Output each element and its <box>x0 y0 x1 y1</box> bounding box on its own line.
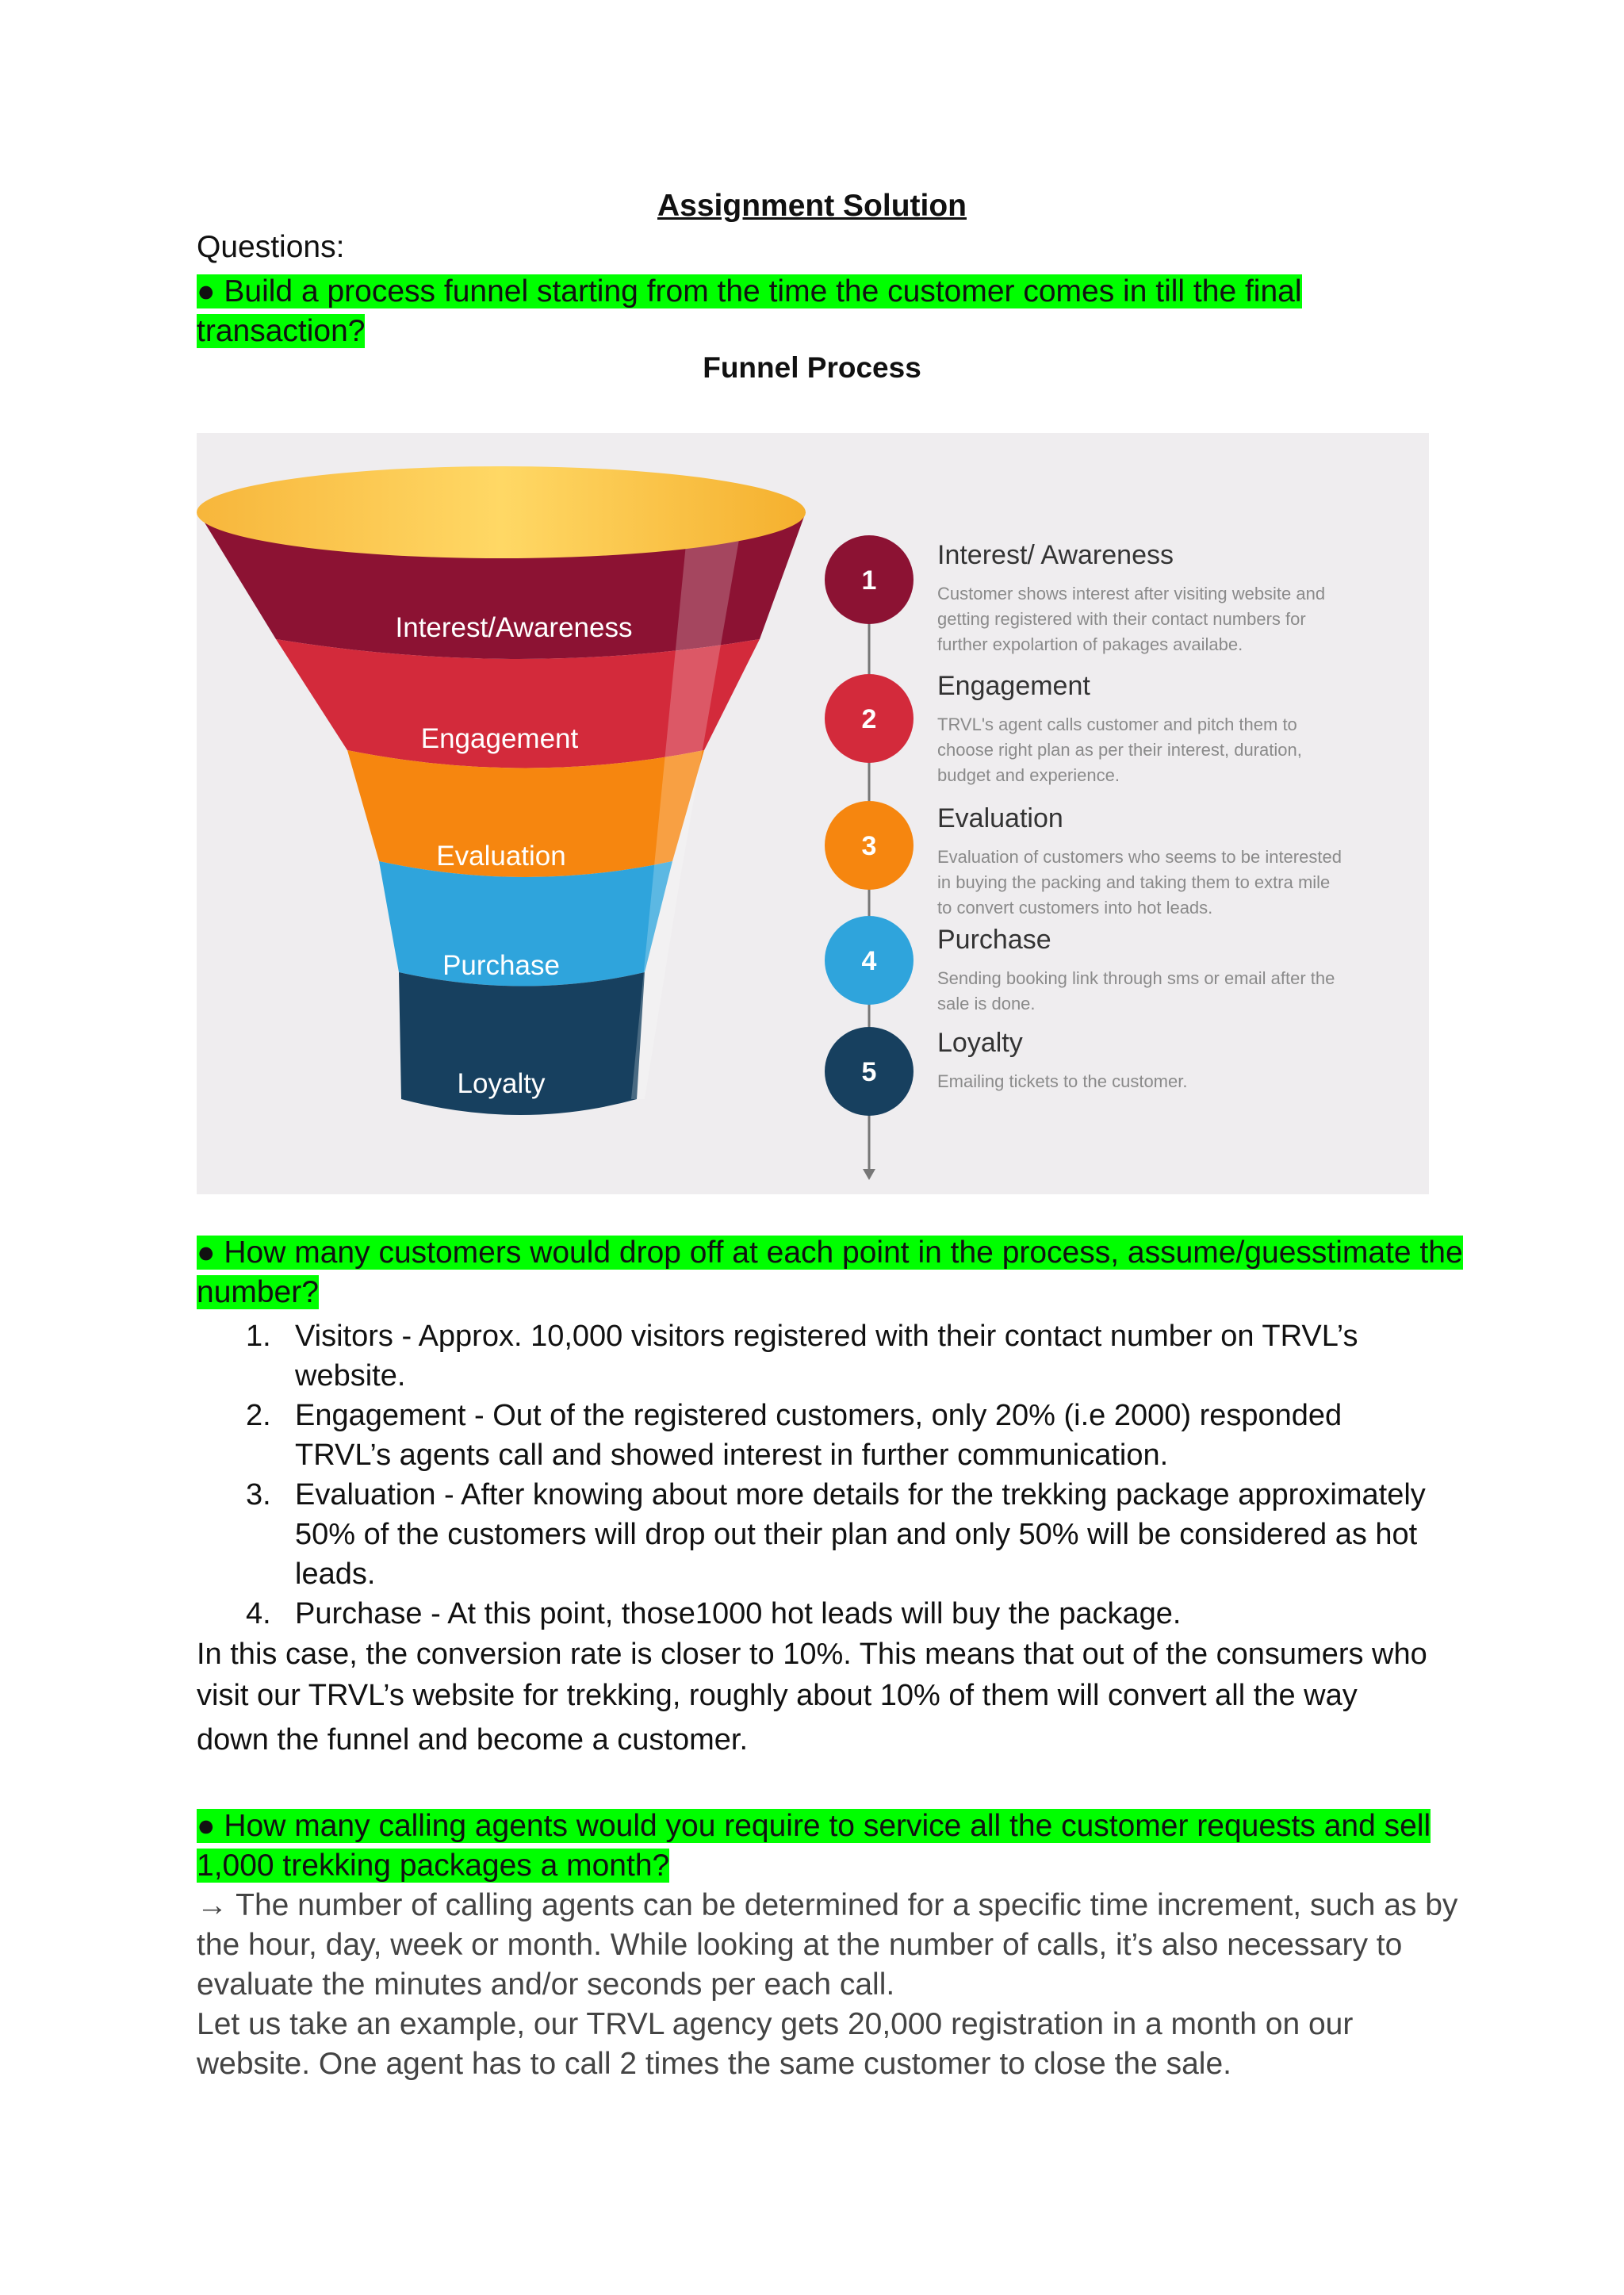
question-1 <box>197 272 1302 351</box>
step-description: getting registered with their contact numbers for <box>937 609 1306 629</box>
funnel-label-evaluation: Evaluation <box>436 841 566 872</box>
funnel-step-2 <box>825 671 1302 785</box>
step-description: choose right plan as per their interest, duration, <box>937 740 1302 760</box>
funnel-step-5 <box>825 1027 1187 1116</box>
question-3-line-2: 1,000 trekking packages a month? <box>197 1849 670 1883</box>
paragraph-line: Let us take an example, our TRVL agency gets 20,000 registration in a month on our <box>197 2007 1354 2041</box>
question-2 <box>197 1233 1463 1312</box>
list-line: leads. <box>295 1557 376 1591</box>
funnel-step-4 <box>825 916 1335 1013</box>
questions-label: Questions: <box>197 230 345 264</box>
list-number: 4. <box>246 1597 271 1630</box>
funnel-label-interest: Interest/Awareness <box>395 612 633 643</box>
document-title: Assignment Solution <box>657 189 967 223</box>
step-number: 3 <box>861 831 877 861</box>
conversion-paragraph <box>197 1634 1434 1764</box>
step-description: to convert customers into hot leads. <box>937 898 1213 918</box>
step-description: TRVL's agent calls customer and pitch them to <box>937 715 1297 734</box>
step-description: Evaluation of customers who seems to be interested <box>937 847 1342 867</box>
list-item <box>197 1475 1434 1594</box>
paragraph-line: In this case, the conversion rate is closer to 10%. This means that out of the consumers who <box>197 1638 1427 1671</box>
funnel-step-1 <box>825 535 1325 654</box>
funnel-rim <box>197 466 806 558</box>
agents-paragraph <box>197 1886 1465 2084</box>
funnel-label-loyalty: Loyalty <box>457 1068 546 1099</box>
step-description: Customer shows interest after visiting website and <box>937 584 1326 603</box>
question-1-line-1: ● Build a process funnel starting from the time the customer comes in till the final <box>197 274 1302 308</box>
list-number: 3. <box>246 1478 271 1511</box>
step-number: 1 <box>861 565 877 596</box>
step-description: sale is done. <box>937 994 1036 1013</box>
step-title: Purchase <box>937 925 1051 955</box>
list-number: 1. <box>246 1320 271 1353</box>
question-3 <box>197 1806 1431 1886</box>
funnel-label-purchase: Purchase <box>442 950 560 981</box>
list-item <box>197 1594 1434 1634</box>
paragraph-line: the hour, day, week or month. While looking at the number of calls, it’s also necessary to <box>197 1928 1403 1962</box>
list-line: TRVL’s agents call and showed interest in further communication. <box>295 1439 1169 1472</box>
step-title: Interest/ Awareness <box>937 540 1174 570</box>
list-line: Engagement - Out of the registered customers, only 20% (i.e 2000) responded <box>295 1399 1342 1432</box>
paragraph-line: → The number of calling agents can be determined for a specific time increment, such as by <box>197 1888 1458 1922</box>
step-description: budget and experience. <box>937 765 1120 785</box>
question-3-line-1: ● How many calling agents would you require to service all the customer requests and sell <box>197 1809 1431 1843</box>
funnel-step-3 <box>825 801 1342 918</box>
list-line: Visitors - Approx. 10,000 visitors registered with their contact number on TRVL’s <box>295 1320 1358 1353</box>
step-description: in buying the packing and taking them to extra mile <box>937 872 1331 892</box>
question-2-line-2: number? <box>197 1275 319 1309</box>
dropoff-list <box>197 1316 1434 1764</box>
list-line: Purchase - At this point, those1000 hot leads will buy the package. <box>295 1597 1182 1630</box>
list-number: 2. <box>246 1399 271 1432</box>
step-title: Engagement <box>937 671 1090 701</box>
list-line: website. <box>295 1359 406 1393</box>
question-1-line-2: transaction? <box>197 314 366 348</box>
funnel-illustration <box>197 433 1429 1194</box>
funnel-heading: Funnel Process <box>703 351 921 384</box>
step-number: 5 <box>861 1057 877 1087</box>
timeline-arrow-icon <box>863 1169 875 1180</box>
step-title: Loyalty <box>937 1028 1023 1058</box>
funnel-label-engagement: Engagement <box>420 723 579 754</box>
step-description: further expolartion of pakages availabe. <box>937 634 1243 654</box>
step-number: 2 <box>861 704 877 734</box>
step-description: Emailing tickets to the customer. <box>937 1071 1188 1091</box>
list-item <box>197 1316 1434 1396</box>
list-line: Evaluation - After knowing about more details for the trekking package approximately <box>295 1478 1426 1511</box>
paragraph-line: down the funnel and become a customer. <box>197 1723 749 1757</box>
list-line: 50% of the customers will drop out their plan and only 50% will be considered as hot <box>295 1518 1418 1551</box>
list-item <box>197 1396 1434 1475</box>
paragraph-line: website. One agent has to call 2 times the same customer to close the sale. <box>197 2047 1231 2081</box>
funnel-figure <box>197 433 1429 1194</box>
step-number: 4 <box>861 946 877 976</box>
step-description: Sending booking link through sms or email after the <box>937 968 1335 988</box>
step-title: Evaluation <box>937 803 1063 833</box>
question-2-line-1: ● How many customers would drop off at each point in the process, assume/guesstimate the <box>197 1236 1463 1270</box>
paragraph-line: visit our TRVL’s website for trekking, roughly about 10% of them will convert all the way <box>197 1679 1358 1712</box>
paragraph-line: evaluate the minutes and/or seconds per each call. <box>197 1967 895 2002</box>
